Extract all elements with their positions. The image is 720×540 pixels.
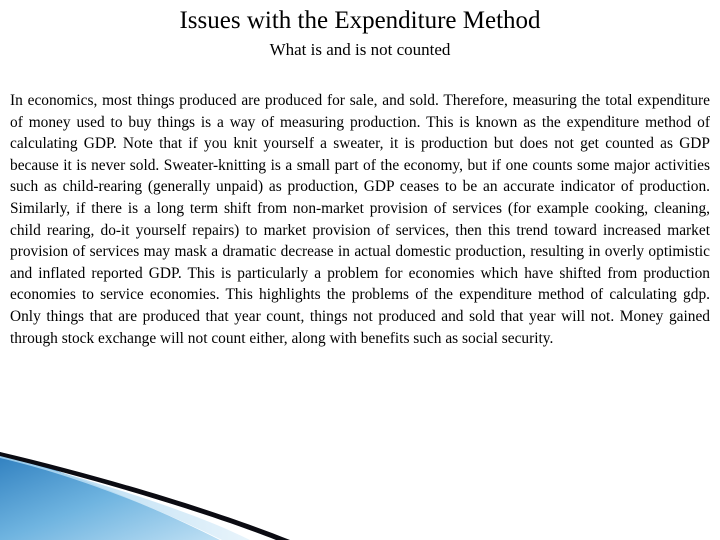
light-swoosh-shape: [0, 455, 250, 540]
body-paragraph: In economics, most things produced are produced for sale, and sold. Therefore, measuring the total expenditure of money used to buy things is a way of measuring production. This is known as the expenditure method of calculating GDP. Note that if you knit yourself a sweater, it is production but does not get counted as GDP because it is never sold. Sweater-knitting is a small part of the economy, but if one counts some major activities such as child-rearing (generally unpaid) as production, GDP ceases to be an accurate indicator of production. Similarly, if there is a long term shift from non-market provision of services (for example cooking, cleaning, child rearing, do-it yourself repairs) to market provision of services, then this trend toward increased market provision of services may mask a dramatic decrease in actual domestic production, resulting in overly optimistic and inflated reported GDP. This is particularly a problem for economies which have shifted from production economies to service economies. This highlights the problems of the expenditure method of calculating gdp. Only things that are produced that year count, things not produced and sold that year will not. Money gained through stock exchange will not count either, along with benefits such as social security.: [10, 92, 710, 347]
blue-swoosh-shape: [0, 452, 220, 540]
slide-subtitle: What is and is not counted: [269, 40, 451, 59]
slide-title: Issues with the Expenditure Method: [179, 7, 541, 34]
dark-swoosh-line: [0, 452, 290, 540]
